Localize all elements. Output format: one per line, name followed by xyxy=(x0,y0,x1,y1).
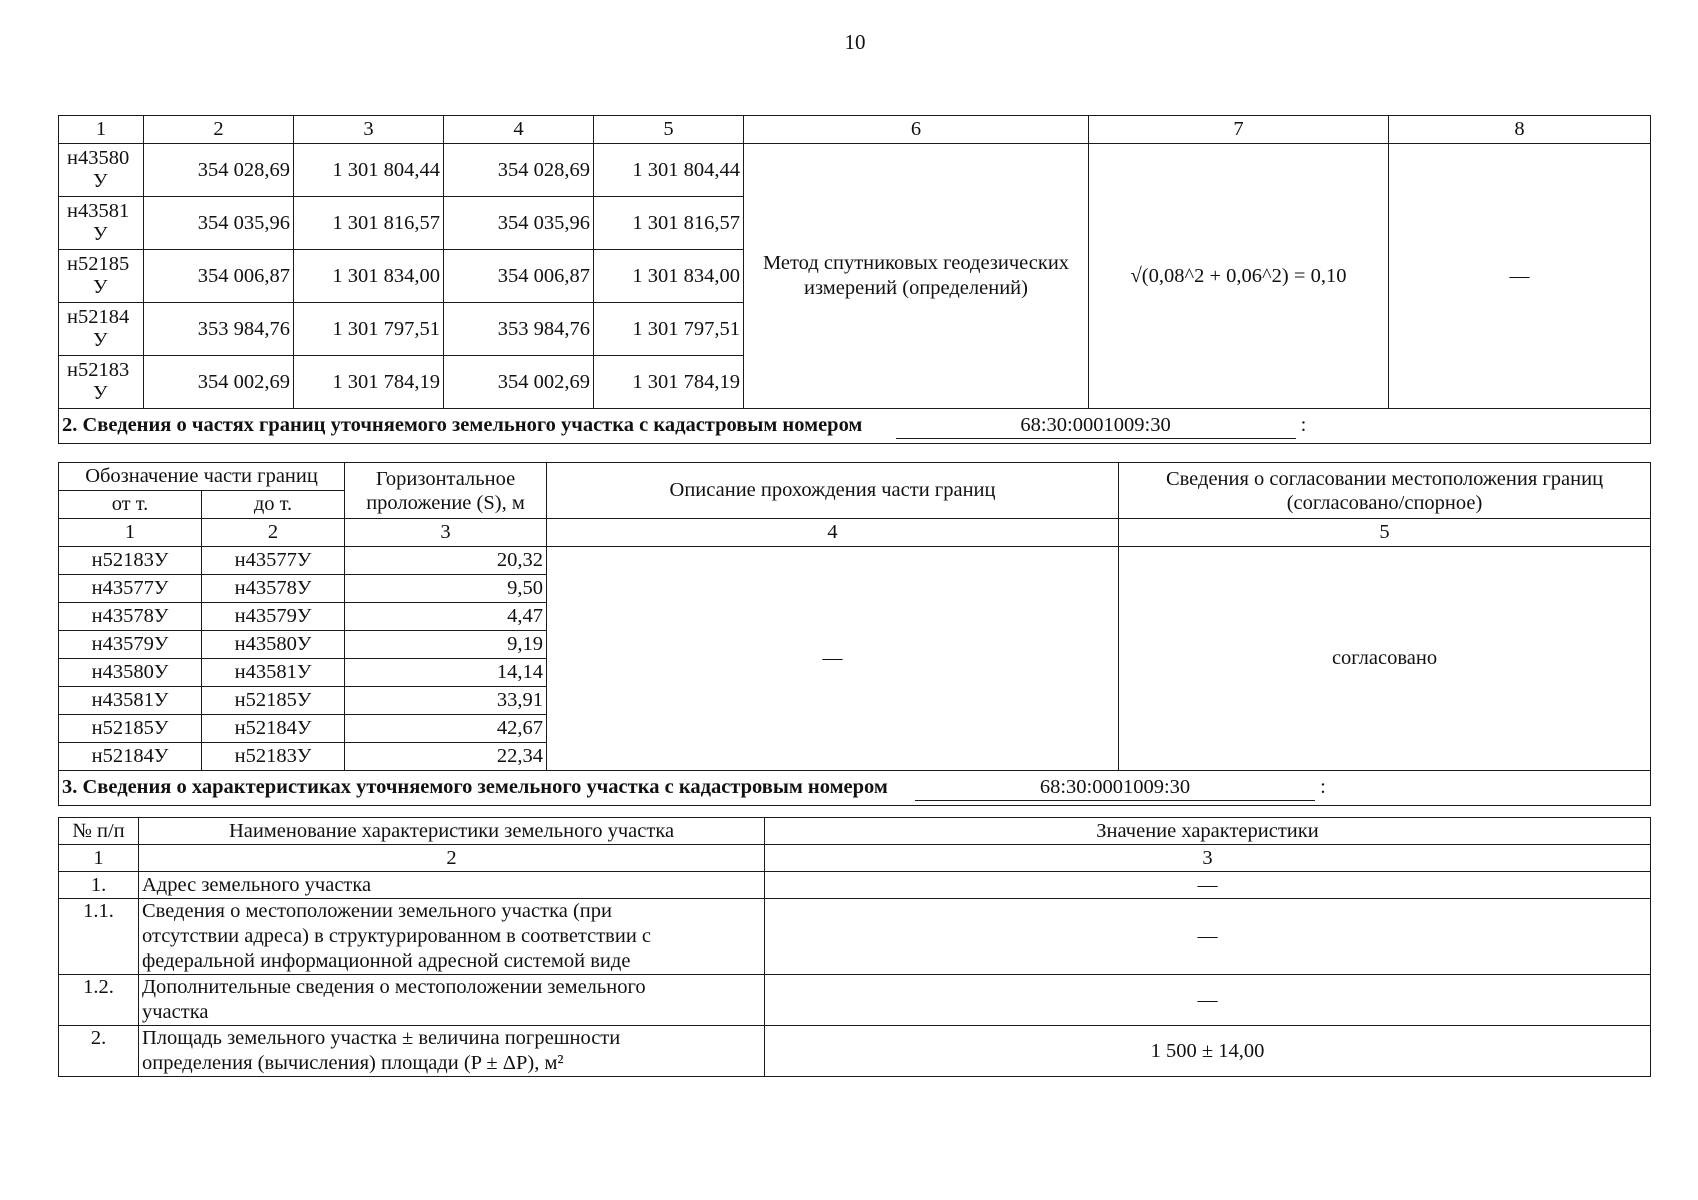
x-coordinate-existing: 354 006,87 xyxy=(144,250,294,303)
x-coordinate-existing: 354 028,69 xyxy=(144,144,294,197)
characteristic-value: — xyxy=(765,872,1651,899)
col-number: 4 xyxy=(444,116,594,144)
col-number: 3 xyxy=(765,845,1651,872)
header-row xyxy=(59,463,1651,491)
y-coordinate-refined: 1 301 816,57 xyxy=(594,197,744,250)
col-number: 7 xyxy=(1089,116,1389,144)
from-point: н52183У xyxy=(59,547,202,575)
horizontal-distance-header: Горизонтальное проложение (S), м xyxy=(345,463,547,519)
row-number: 1.1. xyxy=(59,899,139,975)
from-point: н43579У xyxy=(59,631,202,659)
table-row xyxy=(59,144,1651,197)
page-number: 10 xyxy=(844,30,866,54)
section3-colon: : xyxy=(1320,776,1326,798)
section2-cadastral-number: 68:30:0001009:30 xyxy=(896,413,1296,439)
distance: 42,67 xyxy=(345,715,547,743)
point-id: н43580 У xyxy=(59,144,144,197)
col-number: 4 xyxy=(547,519,1119,547)
x-coordinate-refined: 353 984,76 xyxy=(444,303,594,356)
characteristic-value: — xyxy=(765,899,1651,975)
section3-title-cell xyxy=(59,771,1651,806)
x-coordinate-existing: 354 035,96 xyxy=(144,197,294,250)
from-point-header: от т. xyxy=(59,491,202,519)
characteristic-name: Сведения о местоположении земельного участка (при отсутствии адреса) в структурированном в соответствии с федеральной информационной адресной системой виде xyxy=(139,899,765,975)
x-coordinate-existing: 353 984,76 xyxy=(144,303,294,356)
table-row xyxy=(59,872,1651,899)
section2-colon: : xyxy=(1300,414,1307,436)
characteristic-name-header: Наименование характеристики земельного участка xyxy=(139,818,765,845)
col-number: 3 xyxy=(294,116,444,144)
col-number: 2 xyxy=(144,116,294,144)
point-id: н52183 У xyxy=(59,356,144,409)
col-number: 5 xyxy=(594,116,744,144)
row-number: 1. xyxy=(59,872,139,899)
characteristic-name: Адрес земельного участка xyxy=(139,872,765,899)
table-row xyxy=(59,1026,1651,1077)
x-coordinate-refined: 354 028,69 xyxy=(444,144,594,197)
y-coordinate-refined: 1 301 834,00 xyxy=(594,250,744,303)
agreement-value: согласовано xyxy=(1119,547,1651,771)
col8-cell: — xyxy=(1389,144,1651,409)
y-coordinate-existing: 1 301 816,57 xyxy=(294,197,444,250)
x-coordinate-refined: 354 002,69 xyxy=(444,356,594,409)
distance: 22,34 xyxy=(345,743,547,771)
col-number: 1 xyxy=(59,116,144,144)
section-title-row xyxy=(59,771,1651,806)
to-point-header: до т. xyxy=(202,491,345,519)
section-title-row xyxy=(59,409,1651,444)
point-id: н43581 У xyxy=(59,197,144,250)
y-coordinate-refined: 1 301 784,19 xyxy=(594,356,744,409)
col-number: 3 xyxy=(345,519,547,547)
from-point: н43581У xyxy=(59,687,202,715)
method-cell: Метод спутниковых геодезических измерений (определений) xyxy=(744,144,1089,409)
to-point: н43577У xyxy=(202,547,345,575)
section2-title-cell xyxy=(59,409,1651,444)
x-coordinate-refined: 354 006,87 xyxy=(444,250,594,303)
characteristic-name: Дополнительные сведения о местоположении земельного участка xyxy=(139,975,765,1026)
boundary-description-header: Описание прохождения части границ xyxy=(547,463,1119,519)
accuracy-cell: √(0,08^2 + 0,06^2) = 0,10 xyxy=(1089,144,1389,409)
y-coordinate-existing: 1 301 834,00 xyxy=(294,250,444,303)
distance: 20,32 xyxy=(345,547,547,575)
col-number: 8 xyxy=(1389,116,1651,144)
y-coordinate-existing: 1 301 804,44 xyxy=(294,144,444,197)
distance: 14,14 xyxy=(345,659,547,687)
column-number-row xyxy=(59,519,1651,547)
to-point: н52183У xyxy=(202,743,345,771)
to-point: н52185У xyxy=(202,687,345,715)
col-number: 5 xyxy=(1119,519,1651,547)
to-point: н52184У xyxy=(202,715,345,743)
col-number: 1 xyxy=(59,845,139,872)
point-id: н52184 У xyxy=(59,303,144,356)
part-designation-header: Обозначение части границ xyxy=(59,463,345,491)
agreement-header: Сведения о согласовании местоположения границ (согласовано/спорное) xyxy=(1119,463,1651,519)
y-coordinate-existing: 1 301 784,19 xyxy=(294,356,444,409)
distance: 33,91 xyxy=(345,687,547,715)
point-id: н52185 У xyxy=(59,250,144,303)
col-number: 2 xyxy=(202,519,345,547)
section2-title: 2. Сведения о частях границ уточняемого земельного участка с кадастровым номером xyxy=(62,414,863,436)
table-row xyxy=(59,547,1651,575)
to-point: н43580У xyxy=(202,631,345,659)
from-point: н43577У xyxy=(59,575,202,603)
from-point: н43580У xyxy=(59,659,202,687)
characteristic-name: Площадь земельного участка ± величина погрешности определения (вычисления) площади (P ± ΔP), м² xyxy=(139,1026,765,1077)
section3-cadastral-number: 68:30:0001009:30 xyxy=(915,775,1315,801)
characteristics-table xyxy=(58,817,1651,1077)
to-point: н43581У xyxy=(202,659,345,687)
column-number-row xyxy=(59,116,1651,144)
header-row xyxy=(59,818,1651,845)
characteristic-value-header: Значение характеристики xyxy=(765,818,1651,845)
to-point: н43578У xyxy=(202,575,345,603)
col-number: 2 xyxy=(139,845,765,872)
column-number-row xyxy=(59,845,1651,872)
table-row xyxy=(59,899,1651,975)
table-row xyxy=(59,975,1651,1026)
row-number: 2. xyxy=(59,1026,139,1077)
distance: 9,50 xyxy=(345,575,547,603)
from-point: н52184У xyxy=(59,743,202,771)
y-coordinate-refined: 1 301 804,44 xyxy=(594,144,744,197)
from-point: н52185У xyxy=(59,715,202,743)
x-coordinate-existing: 354 002,69 xyxy=(144,356,294,409)
to-point: н43579У xyxy=(202,603,345,631)
characteristic-value: 1 500 ± 14,00 xyxy=(765,1026,1651,1077)
number-header: № п/п xyxy=(59,818,139,845)
boundary-description-value: — xyxy=(547,547,1119,771)
col-number: 1 xyxy=(59,519,202,547)
coordinates-table xyxy=(58,115,1651,444)
characteristic-value: — xyxy=(765,975,1651,1026)
y-coordinate-refined: 1 301 797,51 xyxy=(594,303,744,356)
from-point: н43578У xyxy=(59,603,202,631)
distance: 4,47 xyxy=(345,603,547,631)
section3-title: 3. Сведения о характеристиках уточняемого земельного участка с кадастровым номером xyxy=(62,776,888,798)
distance: 9,19 xyxy=(345,631,547,659)
x-coordinate-refined: 354 035,96 xyxy=(444,197,594,250)
boundary-parts-table xyxy=(58,462,1651,806)
col-number: 6 xyxy=(744,116,1089,144)
y-coordinate-existing: 1 301 797,51 xyxy=(294,303,444,356)
row-number: 1.2. xyxy=(59,975,139,1026)
